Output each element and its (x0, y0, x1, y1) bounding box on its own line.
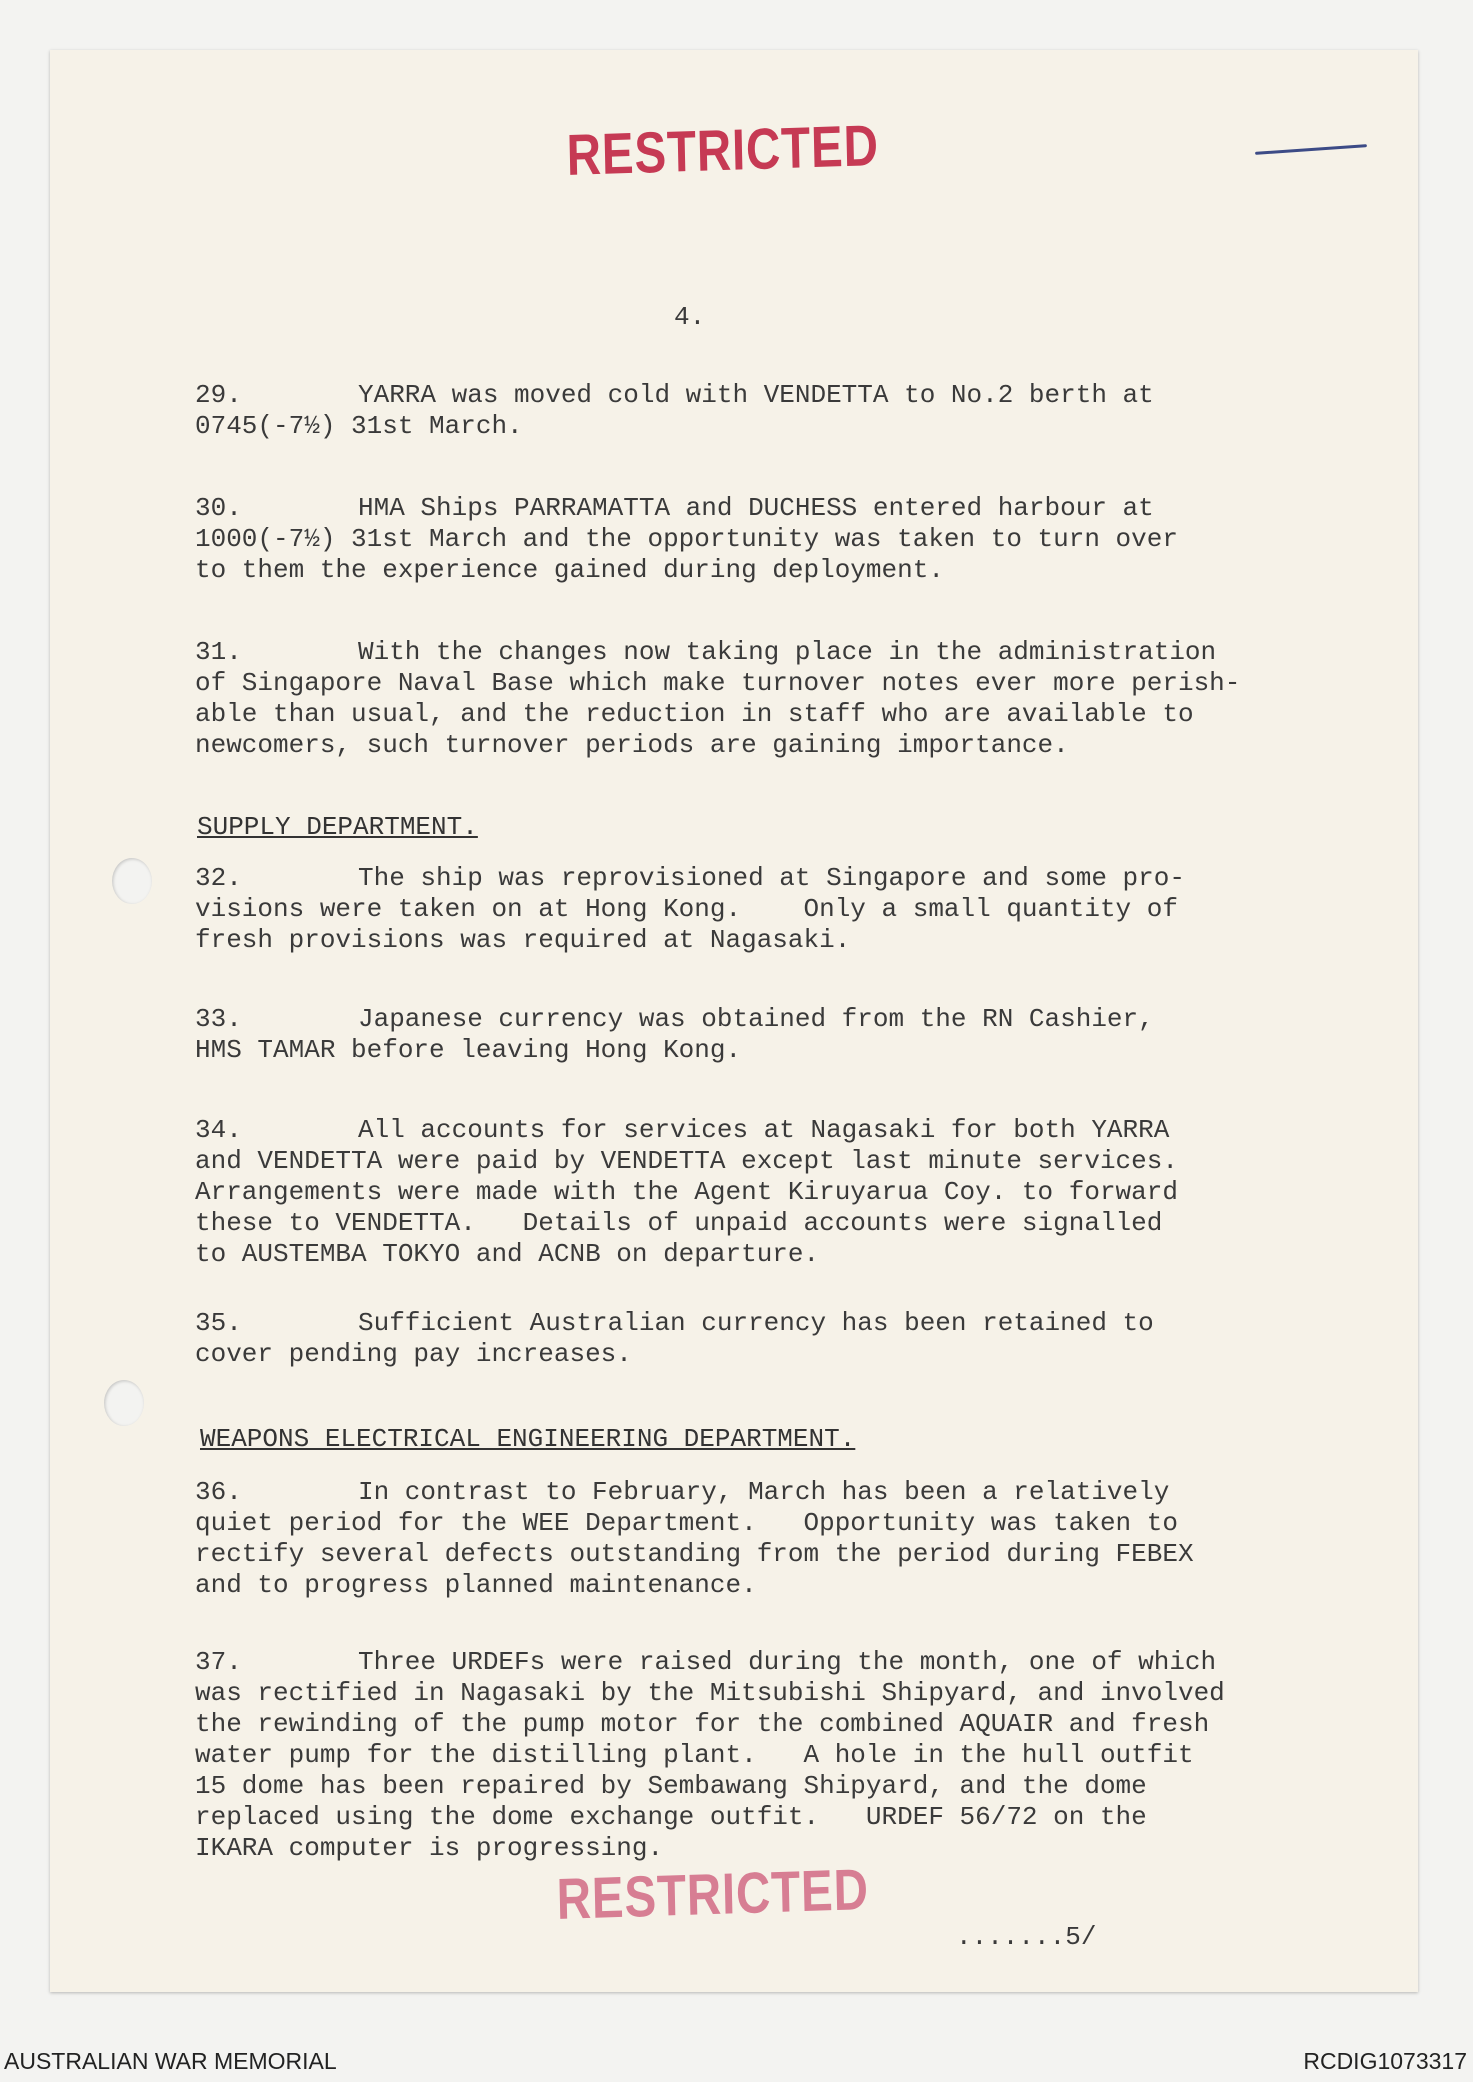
restricted-stamp-bottom: RESTRICTED (556, 1857, 870, 1932)
paragraph-line: newcomers, such turnover periods are gaining importance. (195, 730, 1069, 760)
paragraph-line (195, 1004, 1154, 1035)
paragraph-number: 35. (195, 1308, 242, 1338)
paragraph-line (195, 1308, 1154, 1339)
restricted-stamp-top: RESTRICTED (566, 113, 880, 188)
paragraph-line: and VENDETTA were paid by VENDETTA except last minute services. (195, 1146, 1178, 1176)
paragraph-line: to AUSTEMBA TOKYO and ACNB on departure. (195, 1239, 820, 1269)
paragraph-line (195, 1115, 1178, 1146)
paragraph-line: rectify several defects outstanding from the period during FEBEX (195, 1539, 1194, 1569)
paragraph-line: cover pending pay increases. (195, 1339, 632, 1369)
paragraph-text: HMA Ships PARRAMATTA and DUCHESS entered harbour at (358, 493, 1154, 523)
paragraph-line: the rewinding of the pump motor for the combined AQUAIR and fresh (195, 1709, 1210, 1739)
paragraph-number: 30. (195, 493, 242, 523)
paragraph-31 (195, 637, 1240, 761)
paragraph-37 (195, 1647, 1225, 1864)
paragraph-line (195, 1647, 1225, 1678)
paragraph-line (195, 863, 1185, 894)
paragraph-line: to them the experience gained during deployment. (195, 555, 944, 585)
punch-hole (104, 1380, 144, 1426)
paragraph-text: Sufficient Australian currency has been retained to (358, 1308, 1154, 1338)
paragraph-number: 29. (195, 380, 242, 410)
paragraph-text: Japanese currency was obtained from the RN Cashier, (358, 1004, 1154, 1034)
footer-institution: AUSTRALIAN WAR MEMORIAL (4, 2048, 337, 2074)
paragraph-line: HMS TAMAR before leaving Hong Kong. (195, 1035, 742, 1065)
paragraph-line: able than usual, and the reduction in staff who are available to (195, 699, 1194, 729)
supply-heading: SUPPLY DEPARTMENT. (197, 812, 478, 842)
paragraph-line: 15 dome has been repaired by Sembawang Shipyard, and the dome (195, 1771, 1147, 1801)
paragraph-line: visions were taken on at Hong Kong. Only a small quantity of (195, 894, 1178, 924)
paragraph-number: 36. (195, 1477, 242, 1507)
pen-mark (1255, 144, 1367, 155)
paragraph-line: these to VENDETTA. Details of unpaid accounts were signalled (195, 1208, 1163, 1238)
paragraph-number: 32. (195, 863, 242, 893)
weapons-heading: WEAPONS ELECTRICAL ENGINEERING DEPARTMENT. (200, 1424, 856, 1454)
paragraph-line: of Singapore Naval Base which make turnover notes ever more perish- (195, 668, 1241, 698)
paragraph-number: 34. (195, 1115, 242, 1145)
paragraph-line: and to progress planned maintenance. (195, 1570, 757, 1600)
paragraph-32 (195, 863, 1185, 956)
continuation-marker: .......5/ (956, 1922, 1097, 1952)
page-number: 4. (674, 302, 706, 332)
paragraph-line: water pump for the distilling plant. A hole in the hull outfit (195, 1740, 1194, 1770)
paragraph-number: 31. (195, 637, 242, 667)
paragraph-line: fresh provisions was required at Nagasaki. (195, 925, 851, 955)
paragraph-text: In contrast to February, March has been a relatively (358, 1477, 1170, 1507)
paragraph-line (195, 493, 1178, 524)
paragraph-line: 0745(-7½) 31st March. (195, 411, 523, 441)
paragraph-text: All accounts for services at Nagasaki for both YARRA (358, 1115, 1170, 1145)
paragraph-34 (195, 1115, 1178, 1270)
paragraph-line: replaced using the dome exchange outfit. URDEF 56/72 on the (195, 1802, 1147, 1832)
paragraph-number: 33. (195, 1004, 242, 1034)
paragraph-line (195, 1477, 1194, 1508)
paragraph-35 (195, 1308, 1154, 1370)
paragraph-30 (195, 493, 1178, 586)
paragraph-line: was rectified in Nagasaki by the Mitsubishi Shipyard, and involved (195, 1678, 1225, 1708)
paragraph-line (195, 380, 1154, 411)
paragraph-number: 37. (195, 1647, 242, 1677)
paragraph-text: YARRA was moved cold with VENDETTA to No.2 berth at (358, 380, 1154, 410)
paragraph-text: With the changes now taking place in the administration (358, 637, 1217, 667)
paragraph-36 (195, 1477, 1194, 1601)
paragraph-33 (195, 1004, 1154, 1066)
footer-record-id: RCDIG1073317 (1303, 2048, 1467, 2074)
paragraph-line (195, 637, 1240, 668)
paragraph-line: IKARA computer is progressing. (195, 1833, 664, 1863)
paragraph-line: Arrangements were made with the Agent Kiruyarua Coy. to forward (195, 1177, 1178, 1207)
paragraph-text: Three URDEFs were raised during the month, one of which (358, 1647, 1217, 1677)
paragraph-text: The ship was reprovisioned at Singapore and some pro- (358, 863, 1185, 893)
punch-hole (112, 858, 152, 904)
paragraph-29 (195, 380, 1154, 442)
paragraph-line: quiet period for the WEE Department. Opportunity was taken to (195, 1508, 1178, 1538)
paragraph-line: 1000(-7½) 31st March and the opportunity was taken to turn over (195, 524, 1178, 554)
